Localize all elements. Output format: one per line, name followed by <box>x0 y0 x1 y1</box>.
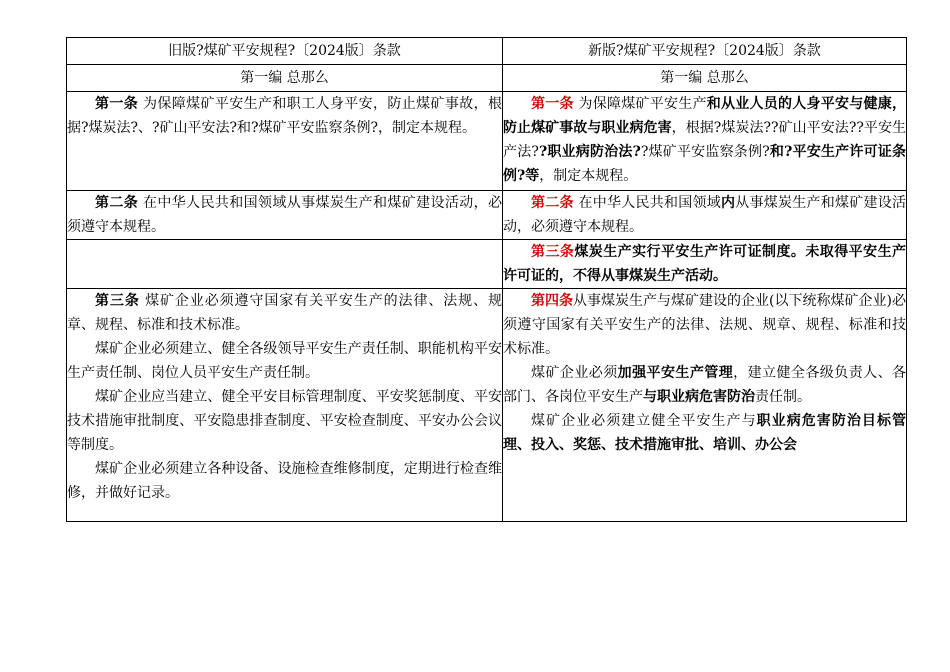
old-article-3 <box>67 289 503 522</box>
article-paragraph: 煤矿企业应当建立、健全平安目标管理制度、平安奖惩制度、平安技术措施审批制度、平安隐患排查制度、平安检查制度、平安办公会议等制度。 <box>67 389 502 453</box>
article-paragraph <box>503 409 906 457</box>
article-text <box>67 92 502 140</box>
article-change: ?职业病防治法? <box>538 144 641 160</box>
old-article-1 <box>67 92 503 191</box>
article-body: 为保障煤矿平安生产和职工人身平安，防止煤矿事故，根据?煤炭法?、?矿山平安法?和?煤矿平安监察条例?，制定本规程。 <box>67 96 503 136</box>
old-title: 旧版?煤矿平安规程?〔2024版〕条款 <box>67 38 503 65</box>
article-text <box>503 191 906 239</box>
article-label: 第三条 <box>531 244 575 260</box>
new-article-2 <box>503 191 907 240</box>
old-article-empty <box>67 240 503 289</box>
comparison-table <box>66 37 907 522</box>
new-title: 新版?煤矿平安规程?〔2024版〕条款 <box>503 38 907 65</box>
new-article-1 <box>503 92 907 191</box>
article-label: 第四条 <box>531 293 574 309</box>
article-body: 煤矿企业必须建立健全平安生产与 <box>531 413 757 429</box>
article-text <box>67 191 502 239</box>
article-change: 内 <box>721 195 736 211</box>
article-paragraph: 煤矿企业必须建立、健全各级领导平安生产责任制、职能机构平安生产责任制、岗位人员平安生产责任制。 <box>67 341 502 381</box>
article-body: ，建立健全各级负责人、各部门、各岗位平安生产 <box>503 365 907 405</box>
title-row <box>67 38 907 65</box>
article-paragraph <box>503 361 906 409</box>
article-label: 第二条 <box>95 195 139 211</box>
article-text <box>67 289 502 337</box>
article-change: 职业病危害防治目标管理、投入、奖惩、技术措施审批、培训、办公会 <box>503 413 906 453</box>
article-body: ，根据?煤炭法??矿山平安法??平安生产法? <box>503 120 907 160</box>
article-change: 煤炭生产实行平安生产许可证制度。未取得平安生产许可证的，不得从事煤炭生产活动。 <box>503 244 907 284</box>
article-label: 第一条 <box>531 96 574 112</box>
article-row <box>67 191 907 240</box>
new-part-heading: 第一编 总那么 <box>503 65 907 92</box>
old-article-2 <box>67 191 503 240</box>
article-row <box>67 289 907 522</box>
article-body: ，制定本规程。 <box>539 168 638 184</box>
article-text <box>503 92 906 188</box>
article-change: 和从业人员的人身平安与健康，防止煤矿事故与职业病危害 <box>503 96 907 136</box>
article-change: 与职业病危害防治 <box>643 389 755 405</box>
new-article-3 <box>503 240 907 289</box>
article-body: 煤矿企业必须 <box>531 365 618 381</box>
article-body: 从事煤炭生产与煤矿建设的企业(以下统称煤矿企业)必须遵守国家有关平安生产的法律、法规、规章、规程、标准和技术标准。 <box>503 293 906 357</box>
article-change: 加强平安生产管理 <box>617 365 734 381</box>
article-row <box>67 92 907 191</box>
article-label: 第一条 <box>95 96 139 112</box>
old-part-heading: 第一编 总那么 <box>67 65 503 92</box>
article-change: 和?平安生产许可证条例?等 <box>503 144 907 184</box>
part-row <box>67 65 907 92</box>
article-body: 在中华人民共和国领域从事煤炭生产和煤矿建设活动，必须遵守本规程。 <box>67 195 503 235</box>
article-paragraph: 煤矿企业必须建立各种设备、设施检查维修制度，定期进行检查维修，并做好记录。 <box>67 461 502 501</box>
article-body: ?煤矿平安监察条例? <box>640 144 770 160</box>
article-body: 为保障煤矿平安生产 <box>573 96 707 112</box>
article-text <box>503 289 906 361</box>
article-text <box>503 240 906 288</box>
article-row <box>67 240 907 289</box>
article-body: 煤矿企业必须遵守国家有关平安生产的法律、法规、规章、规程、标准和技术标准。 <box>67 293 503 333</box>
new-article-4 <box>503 289 907 522</box>
article-label: 第三条 <box>95 293 140 309</box>
article-body: 在中华人民共和国领域 <box>573 195 721 211</box>
article-body: 从事煤炭生产和煤矿建设活动，必须遵守本规程。 <box>503 195 907 235</box>
article-label: 第二条 <box>531 195 574 211</box>
article-body: 责任制。 <box>755 389 811 405</box>
